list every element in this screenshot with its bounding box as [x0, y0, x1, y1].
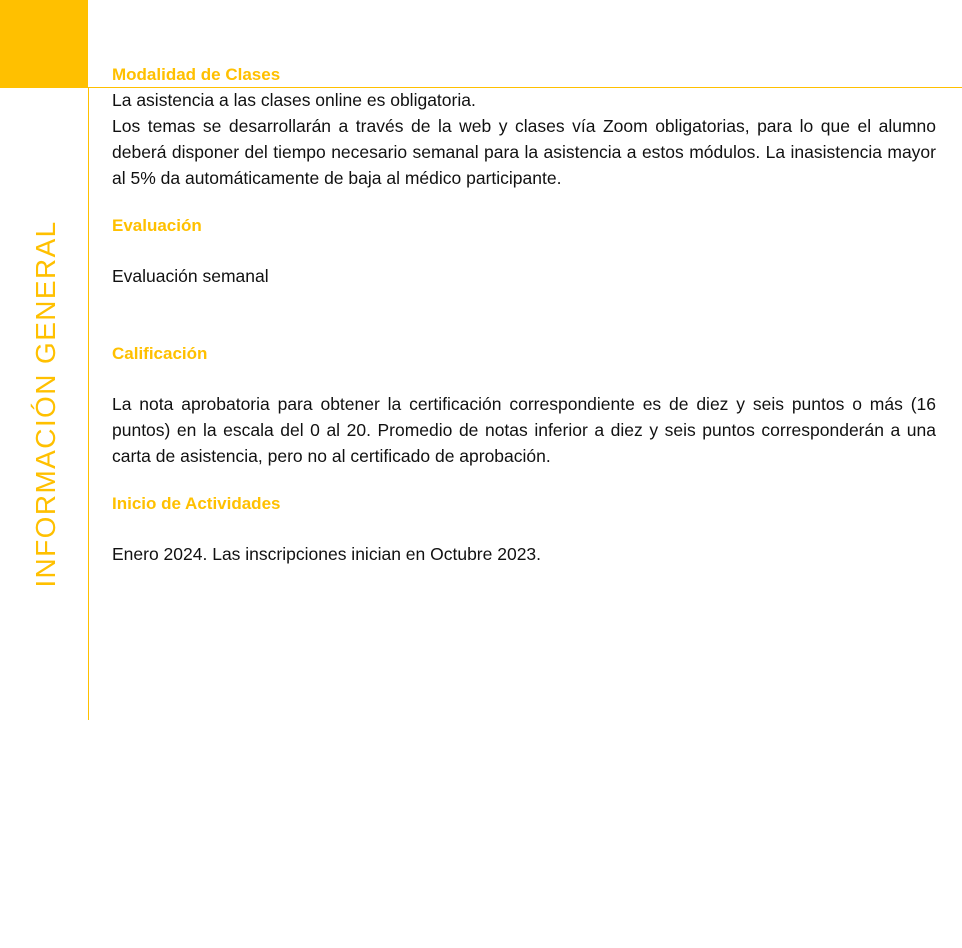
section-heading: Evaluación: [112, 216, 202, 235]
section-paragraph: Los temas se desarrollarán a través de la web y clases vía Zoom obligatorias, para lo que el alumno deberá disponer del tiempo necesario semanal para la asistencia a estos módulos. La inasistencia mayor al 5% da automáticamente de baja al médico participante.: [112, 116, 936, 188]
section-paragraph: Evaluación semanal: [112, 266, 269, 286]
section-heading: Modalidad de Clases: [112, 65, 281, 84]
section-heading: Inicio de Actividades: [112, 494, 281, 513]
section-paragraph: La nota aprobatoria para obtener la certificación correspondiente es de diez y seis puntos o más (16 puntos) en la escala del 0 al 20. Promedio de notas inferior a diez y seis puntos corresponderán a una carta de asistencia, pero no al certificado de aprobación.: [112, 394, 936, 466]
side-title: INFORMACIÓN GENERAL: [30, 220, 61, 588]
content-area: [112, 64, 936, 567]
left-divider: [88, 88, 89, 720]
section-evaluacion: [112, 215, 936, 289]
section-calificacion: [112, 343, 936, 469]
section-modalidad: [112, 64, 936, 191]
section-paragraph: La asistencia a las clases online es obligatoria.: [112, 90, 476, 110]
section-inicio: [112, 493, 936, 567]
section-paragraph: Enero 2024. Las inscripciones inician en Octubre 2023.: [112, 544, 542, 564]
corner-accent-block: [0, 0, 88, 88]
section-heading: Calificación: [112, 344, 208, 363]
